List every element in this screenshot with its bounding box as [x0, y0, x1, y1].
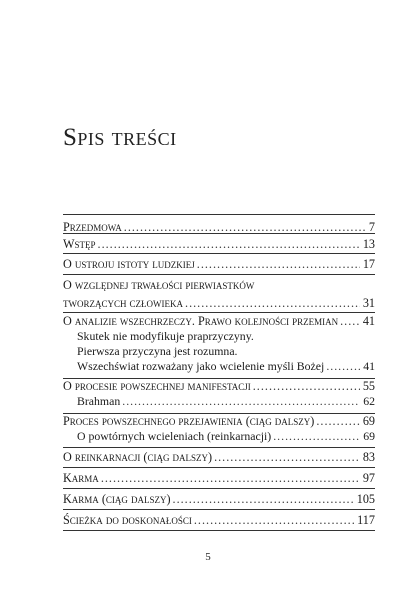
toc-entry-page: 117 — [357, 513, 375, 527]
toc-entry[interactable] — [63, 449, 375, 465]
toc-entry[interactable] — [63, 491, 375, 507]
toc-entry-page: 17 — [362, 257, 375, 271]
toc-block — [63, 470, 375, 486]
toc-block — [63, 491, 375, 507]
toc-note — [63, 344, 375, 359]
toc-entry-title: tworzących człowieka — [63, 296, 184, 310]
toc-block — [63, 413, 375, 444]
toc-block — [63, 512, 375, 528]
toc-entry[interactable] — [63, 512, 375, 528]
table-of-contents — [63, 214, 375, 235]
toc-entry-page: 105 — [356, 492, 375, 506]
leader-dots — [316, 413, 359, 429]
leader-dots — [326, 359, 360, 374]
toc-entry-title: Proces powszechnego przejawienia (ciąg dalszy) — [63, 414, 315, 428]
toc-entry-page: 7 — [368, 220, 375, 234]
leader-dots — [185, 295, 360, 311]
leader-dots — [253, 378, 360, 394]
toc-entry-page: 41 — [362, 314, 375, 328]
leader-dots — [340, 313, 360, 329]
toc-entry[interactable] — [63, 256, 375, 272]
toc-entry-title: Wstęp — [63, 237, 96, 251]
toc-entry-page: 55 — [362, 379, 375, 393]
toc-block — [63, 236, 375, 252]
leader-dots — [214, 449, 360, 465]
toc-entry-line[interactable] — [63, 277, 375, 293]
toc-entry-title-line1: O względnej trwałości pierwiastków — [63, 278, 255, 292]
toc-note-text: Pierwsza przyczyna jest rozumna. — [77, 344, 238, 358]
toc-subentry-title: Wszechświat rozważany jako wcielenie myśli Bożej — [77, 359, 325, 373]
leader-dots — [197, 256, 360, 272]
page-title: Spis treści — [63, 124, 177, 151]
divider — [63, 488, 375, 489]
divider — [63, 509, 375, 510]
divider — [63, 233, 375, 234]
toc-block — [63, 313, 375, 374]
toc-subentry-title: Brahman — [77, 394, 121, 408]
toc-entry-title: O procesie powszechnej manifestacji — [63, 379, 251, 393]
leader-dots — [122, 394, 360, 409]
toc-entry-page: 97 — [362, 471, 375, 485]
toc-block — [63, 449, 375, 465]
toc-block — [63, 256, 375, 272]
toc-entry-title: O reinkarnacji (ciąg dalszy) — [63, 450, 213, 464]
divider — [63, 530, 375, 531]
toc-note-text: Skutek nie modyfikuje praprzyczyny. — [77, 329, 254, 343]
toc-entry[interactable] — [63, 378, 375, 394]
leader-dots — [173, 491, 354, 507]
toc-subentry-page: 62 — [363, 394, 375, 408]
toc-entry-title: Ścieżka do doskonałości — [63, 513, 192, 527]
toc-subentry-page: 69 — [363, 429, 375, 443]
toc-entry-page: 83 — [362, 450, 375, 464]
leader-dots — [98, 236, 360, 252]
divider — [63, 467, 375, 468]
toc-note — [63, 329, 375, 344]
divider — [63, 253, 375, 254]
toc-entry-title: Karma — [63, 471, 99, 485]
toc-entry[interactable] — [63, 470, 375, 486]
toc-subentry[interactable] — [63, 394, 375, 409]
toc-entry-title: Karma (ciąg dalszy) — [63, 492, 171, 506]
toc-entry[interactable] — [63, 413, 375, 429]
toc-block — [63, 378, 375, 409]
toc-entry-page: 69 — [362, 414, 375, 428]
toc-entry[interactable] — [63, 313, 375, 329]
toc-entry-title: O analizie wszechrzeczy. Prawo kolejności przemian — [63, 314, 339, 328]
toc-subentry[interactable] — [63, 359, 375, 374]
page-number: 5 — [205, 551, 211, 563]
toc-entry[interactable] — [63, 236, 375, 252]
divider — [63, 274, 375, 275]
toc-subentry-page: 41 — [363, 359, 375, 373]
toc-entry-page: 31 — [362, 296, 375, 310]
leader-dots — [101, 470, 360, 486]
leader-dots — [273, 429, 360, 444]
toc-subentry[interactable] — [63, 429, 375, 444]
toc-entry[interactable] — [63, 295, 375, 311]
toc-entry-title: Przedmowa — [63, 220, 122, 234]
toc-entry-page: 13 — [362, 237, 375, 251]
divider — [63, 447, 375, 448]
leader-dots — [194, 512, 354, 528]
toc-subentry-title: O powtórnych wcieleniach (reinkarnacji) — [77, 429, 272, 443]
toc-block — [63, 277, 375, 311]
toc-entry-title: O ustroju istoty ludzkiej — [63, 257, 195, 271]
